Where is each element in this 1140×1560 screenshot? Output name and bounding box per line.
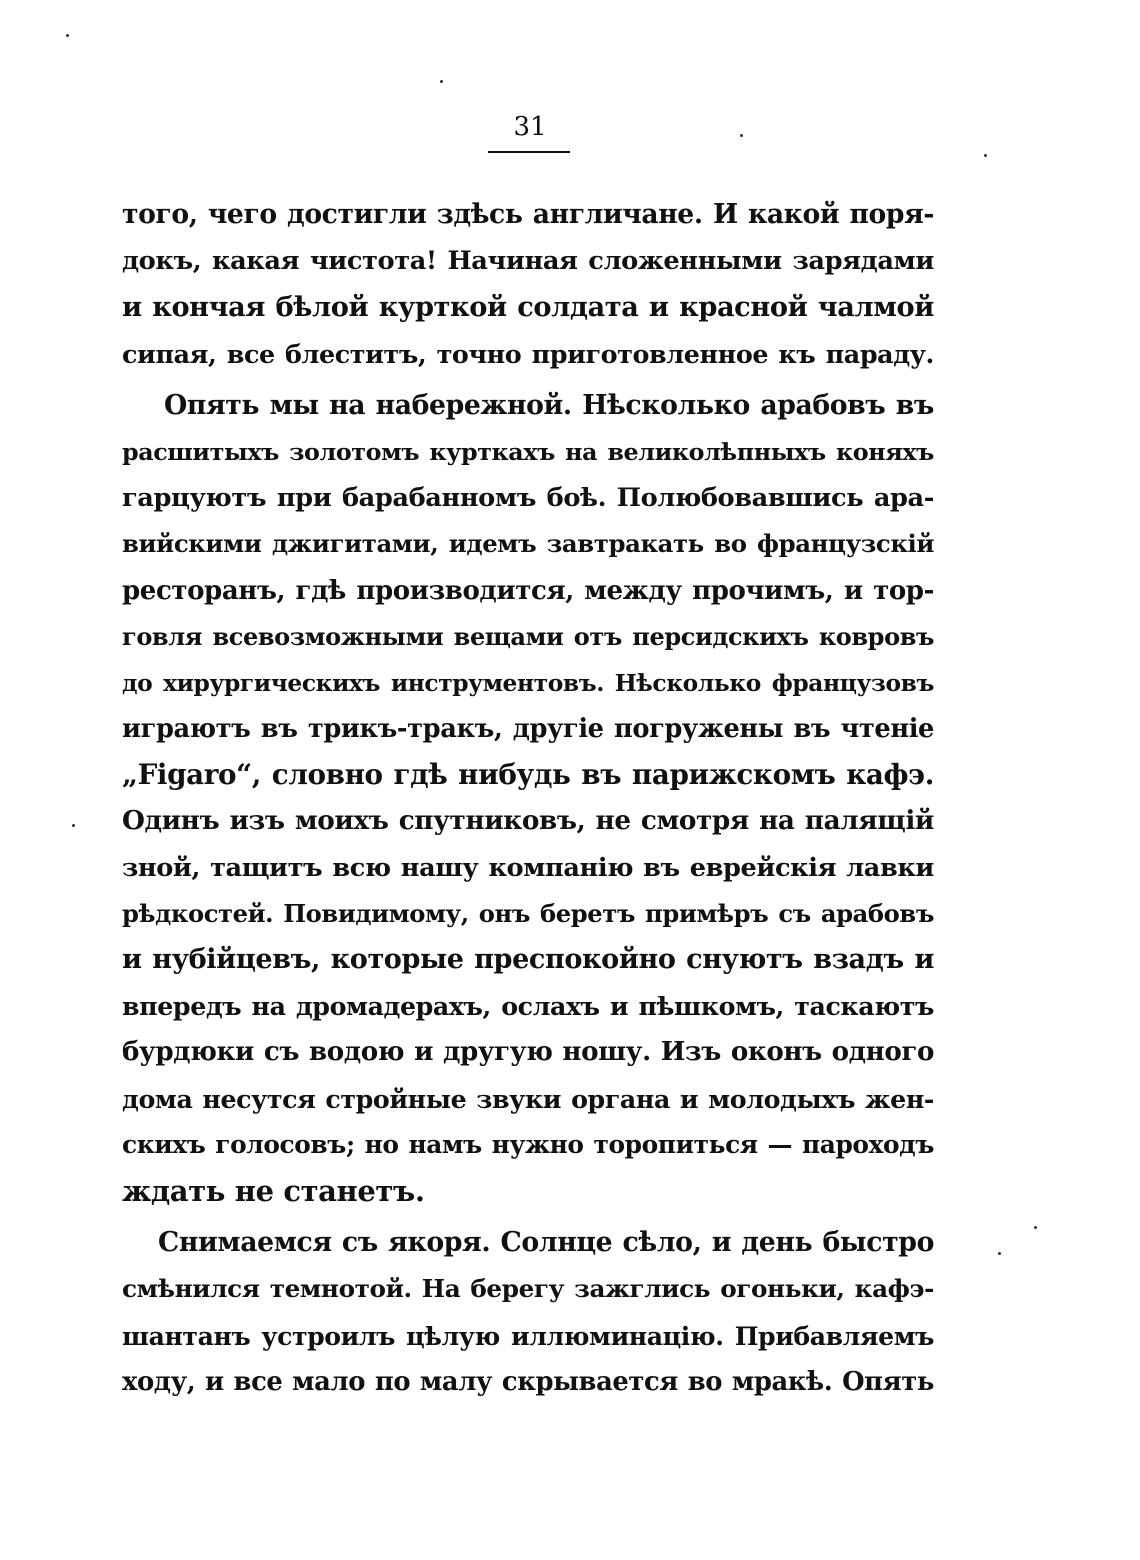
paragraph-1: [122, 192, 934, 377]
text-line: расшитыхъ золотомъ курткахъ на великолѣпныхъ коняхъ: [122, 437, 934, 466]
text-line: смѣнился темнотой. На берегу зажглись огоньки, кафэ-: [122, 1274, 934, 1304]
paragraph-3: [122, 1220, 934, 1405]
text-line: рѣдкостей. Повидимому, онъ беретъ примѣръ съ арабовъ: [122, 898, 934, 928]
scan-speck: [740, 134, 743, 137]
text-line: играютъ въ трикъ-тракъ, другіе погружены въ чтеніе: [122, 714, 934, 745]
text-line: шантанъ устроилъ цѣлую иллюминацію. Прибавляемъ: [122, 1320, 934, 1351]
text-line: ждать не станетъ.: [122, 1173, 425, 1208]
text-line: впередъ на дромадерахъ, ослахъ и пѣшкомъ, таскаютъ: [122, 991, 934, 1022]
text-line: сипая, все блеститъ, точно приготовленное къ параду.: [122, 338, 934, 369]
text-line: того, чего достигли здѣсь англичане. И какой поря-: [122, 199, 934, 230]
text-line: бурдюки съ водою и другую ношу. Изъ оконъ одного: [122, 1036, 934, 1068]
body-text: [122, 192, 934, 1405]
text-line: дома несутся стройные звуки органа и молодыхъ жен-: [122, 1083, 934, 1114]
text-line: Опять мы на набережной. Нѣсколько арабовъ въ: [164, 389, 934, 421]
text-line: и нубійцевъ, которые преспокойно снуютъ взадъ и: [122, 944, 934, 975]
text-line: Одинъ изъ моихъ спутниковъ, не смотря на палящій: [122, 805, 934, 837]
scan-speck: [440, 80, 443, 83]
text-line: и кончая бѣлой курткой солдата и красной чалмой: [122, 291, 934, 324]
scan-speck: [1034, 1226, 1037, 1229]
text-line: до хирургическихъ инструментовъ. Нѣсколько французовъ: [122, 668, 934, 697]
text-line: говля всевозможными вещами отъ персидскихъ ковровъ: [122, 621, 934, 651]
text-line: гарцуютъ при барабанномъ боѣ. Полюбовавшись ара-: [122, 483, 934, 514]
text-line: Снимаемся съ якоря. Солнце сѣло, и день быстро: [158, 1227, 934, 1259]
text-line: „Figaro“, словно гдѣ нибудь въ парижскомъ кафэ.: [122, 758, 934, 792]
paragraph-2: [122, 383, 934, 1214]
text-line: вийскими джигитами, идемъ завтракать во французскій: [122, 529, 934, 559]
scan-speck: [998, 1252, 1001, 1255]
text-line: докъ, какая чистота! Начиная сложенными зарядами: [122, 246, 934, 277]
page-number: 31: [513, 112, 547, 142]
text-line: зной, тащитъ всю нашу компанію въ еврейскія лавки: [122, 852, 934, 883]
header-rule: [488, 151, 570, 153]
scan-speck: [66, 34, 69, 37]
text-line: ресторанъ, гдѣ производится, между прочимъ, и тор-: [122, 575, 934, 606]
scan-speck: [984, 154, 987, 157]
text-line: скихъ голосовъ; но намъ нужно торопиться — пароходъ: [122, 1129, 934, 1159]
text-line: ходу, и все мало по малу скрывается во мракѣ. Опять: [122, 1366, 934, 1397]
scan-speck: [72, 824, 75, 827]
